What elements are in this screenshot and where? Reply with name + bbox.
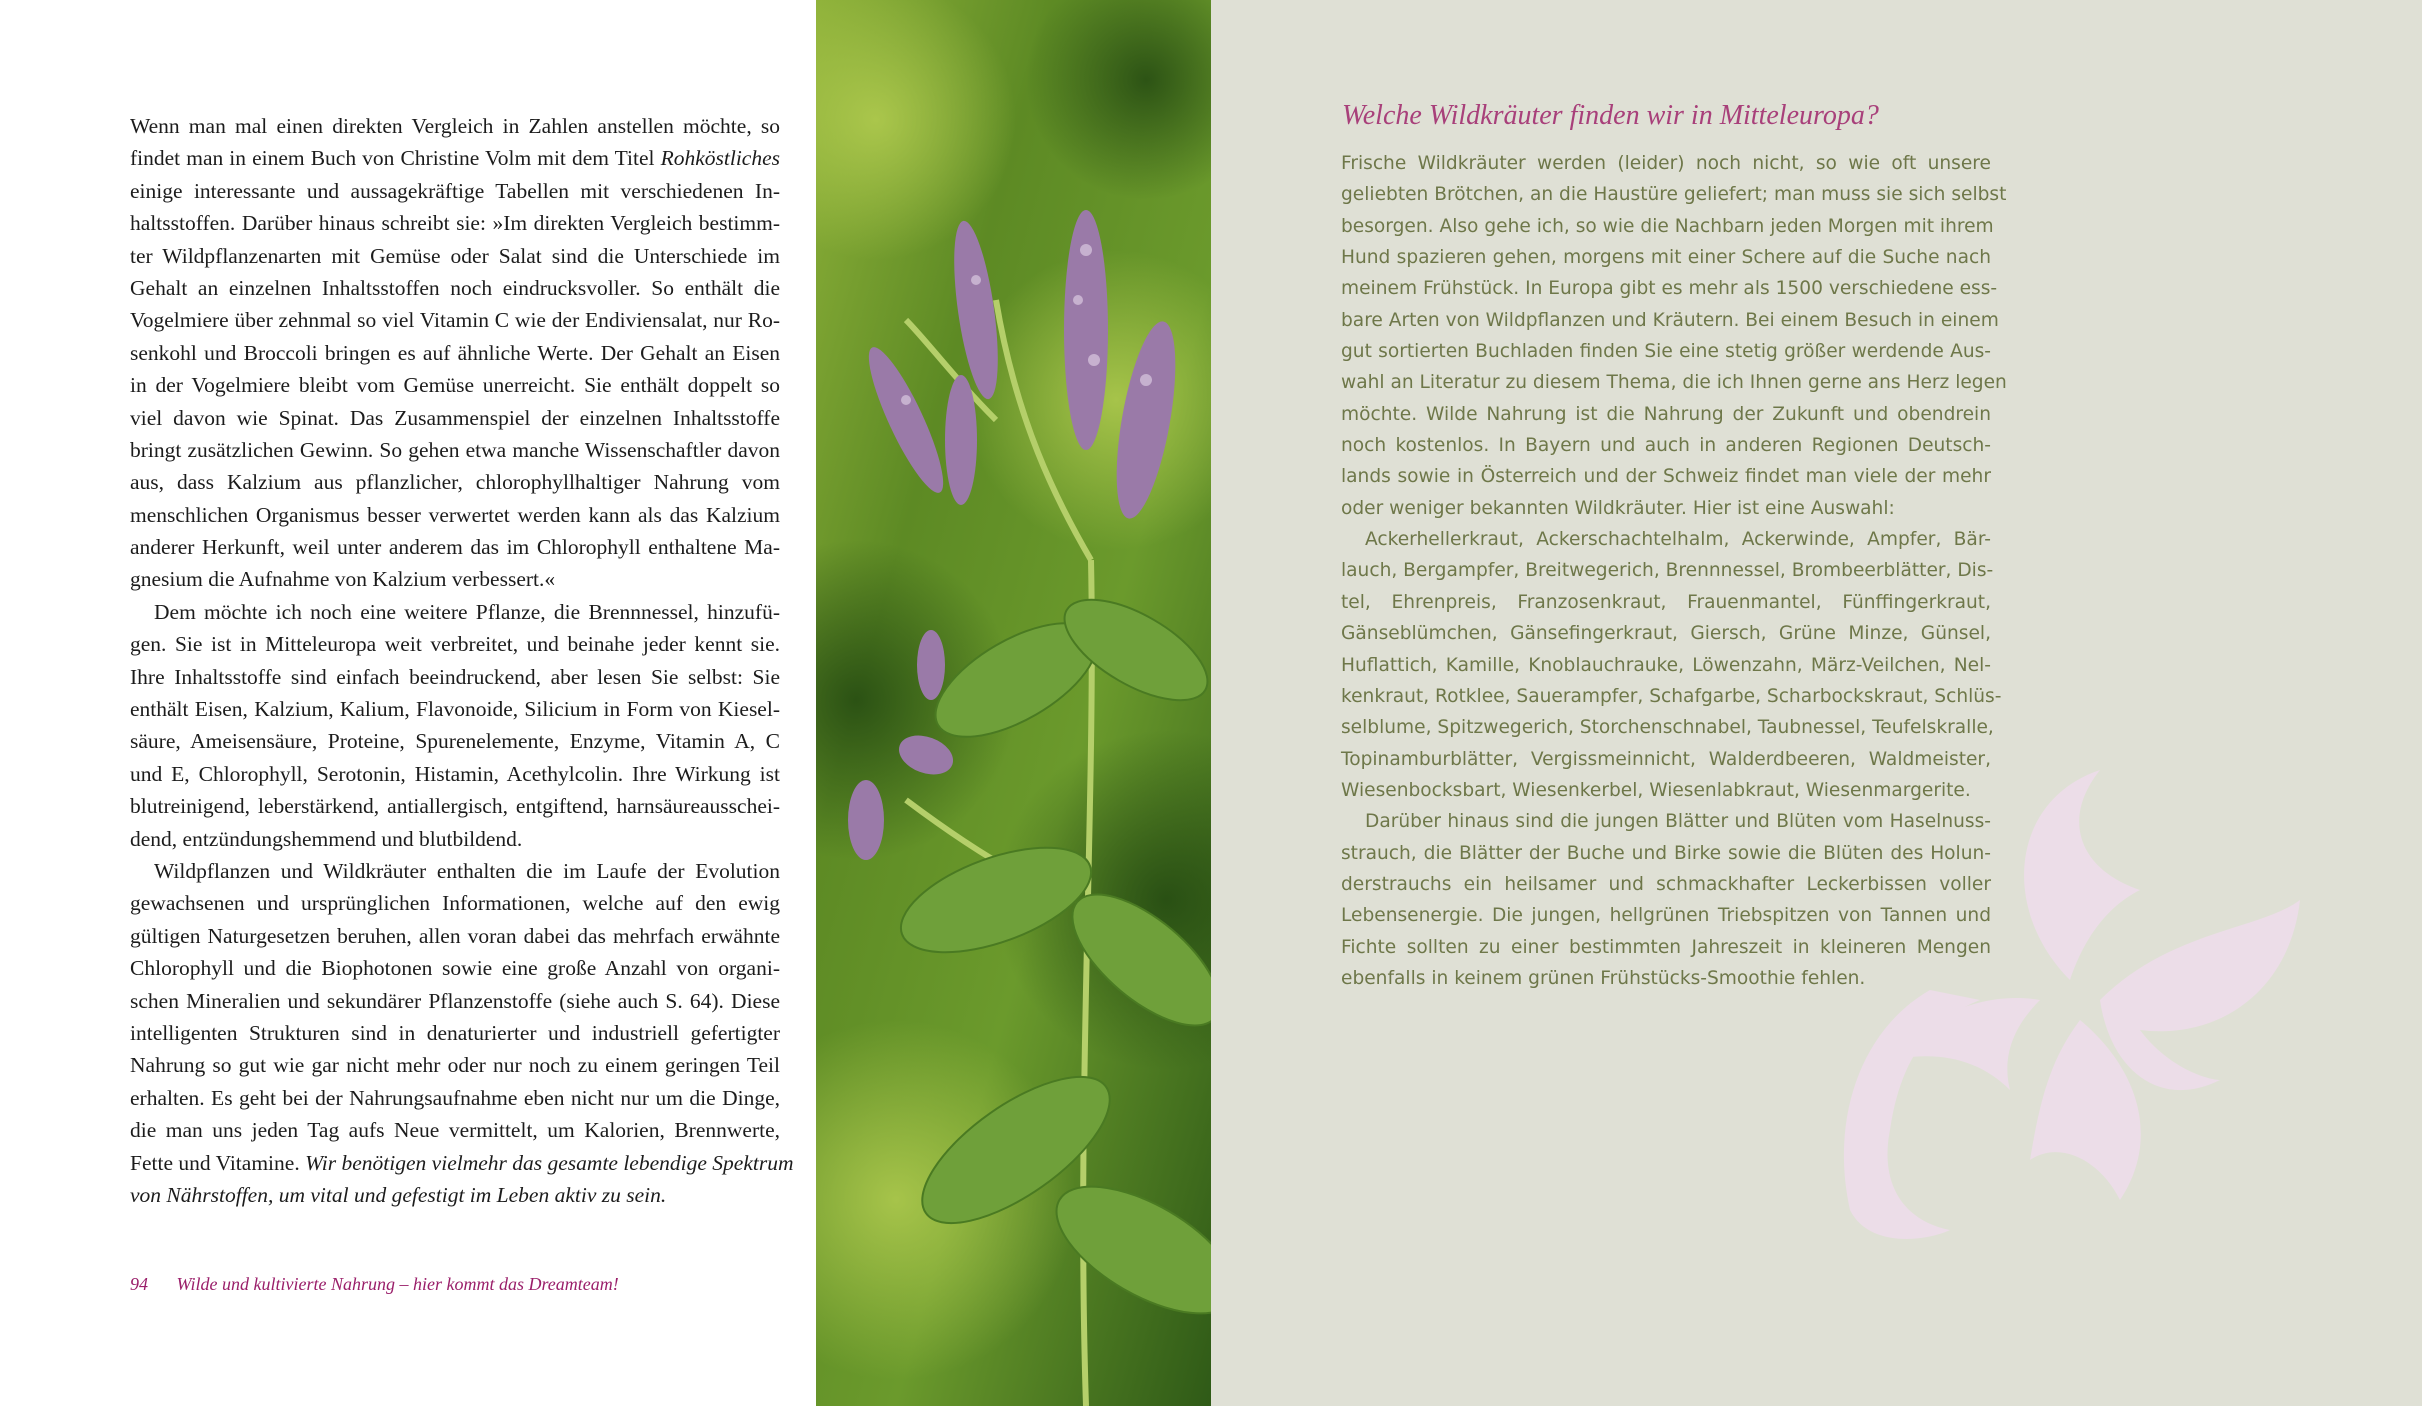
text-line: gewachsenen und ursprünglichen Informationen, welche auf den ewig [130,891,780,916]
section-heading: Welche Wildkräuter finden wir in Mitteleuropa? [1342,100,1879,131]
page-number: 94 [130,1274,148,1294]
text-line: besorgen. Also gehe ich, so wie die Nachbarn jeden Morgen mit ihrem [1341,215,1994,237]
text-line: bare Arten von Wildpflanzen und Kräutern. Bei einem Besuch in einem [1341,309,1999,331]
left-page [0,0,816,1406]
text-line: gültigen Naturgesetzen beruhen, allen voran dabei das mehrfach erwähnte [130,923,780,948]
text-line: Gehalt an einzelnen Inhaltsstoffen noch eindrucksvoller. So enthält die [130,275,780,300]
text-line: Chlorophyll und die Biophotonen sowie eine große Anzahl von organi- [130,956,780,981]
text-line [130,1179,780,1211]
text-line: haltsstoffen. Darüber hinaus schreibt sie: »Im direkten Vergleich bestimm- [130,211,780,236]
text-line: gnesium die Aufnahme von Kalzium verbessert.« [130,567,556,592]
paragraph [130,110,780,596]
running-title: Wilde und kultivierte Nahrung – hier kommt das Dreamteam! [176,1274,619,1294]
text-line: lauch, Bergampfer, Breitwegerich, Brennnessel, Brombeerblätter, Dis- [1341,560,1994,582]
text-line: erhalten. Es geht bei der Nahrungsaufnahme eben nicht nur um die Dinge, [130,1085,780,1110]
text-line: kenkraut, Rotklee, Sauerampfer, Schafgarbe, Scharbockskraut, Schlüs- [1341,685,2002,707]
left-body-text [130,110,794,1211]
page-footer [130,1274,619,1295]
text-line: Darüber hinaus sind die jungen Blätter und Blüten vom Haselnuss- [1365,811,1991,833]
text-line: viel davon wie Spinat. Das Zusammenspiel der einzelnen Inhaltsstoffe [130,405,780,430]
text-line: möchte. Wilde Nahrung ist die Nahrung der Zukunft und obendrein [1341,403,1991,425]
paragraph [1341,524,2002,806]
text-line: einige interessante und aussagekräftige Tabellen mit verschiedenen In- [130,178,780,203]
text-line: gut sortierten Buchladen finden Sie eine stetig größer werdende Aus- [1341,341,1991,363]
text-line: Wildpflanzen und Wildkräuter enthalten die im Laufe der Evolution [154,858,780,883]
paragraph [1341,148,2007,524]
text-line: Dem möchte ich noch eine weitere Pflanze, die Brennnessel, hinzufü- [154,599,780,624]
text-line: Ackerhellerkraut, Ackerschachtelhalm, Ackerwinde, Ampfer, Bär- [1365,529,1991,551]
text-line: anderer Herkunft, weil unter anderem das im Chlorophyll enthaltene Ma- [130,535,780,560]
text-line: Vogelmiere über zehnmal so viel Vitamin C wie der Endiviensalat, nur Ro- [130,308,780,333]
text-line: geliebten Brötchen, an die Haustüre geliefert; man muss sie sich selbst [1341,184,2007,206]
mint-flower-photo [816,0,1211,1406]
text-line [130,142,780,174]
text-segment: findet man in einem Buch von Christine Volm mit dem Titel [130,146,661,171]
text-line: senkohl und Broccoli bringen es auf ähnliche Werte. Der Gehalt an Eisen [130,340,780,365]
text-line: die man uns jeden Tag aufs Neue vermittelt, um Kalorien, Brennwerte, [130,1118,780,1143]
text-line: Frische Wildkräuter werden (leider) noch nicht, so wie oft unsere [1341,153,1991,174]
italic-text-segment: von Nährstoffen, um vital und gefestigt im Leben aktiv zu sein. [130,1182,667,1207]
text-line: ebenfalls in keinem grünen Frühstücks-Smoothie fehlen. [1341,967,1866,989]
text-line: blutreinigend, leberstärkend, antiallergisch, entgiftend, harnsäureausschei- [130,794,780,819]
text-line: dend, entzündungshemmend und blutbildend. [130,826,523,851]
text-line: noch kostenlos. In Bayern und auch in anderen Regionen Deutsch- [1341,435,1991,457]
text-line: schen Mineralien und sekundärer Pflanzenstoffe (siehe auch S. 64). Diese [130,988,780,1013]
text-line: Huflattich, Kamille, Knoblauchrauke, Löwenzahn, März-Veilchen, Nel- [1341,654,1991,676]
text-line: Topinamburblätter, Vergissmeinnicht, Walderdbeeren, Waldmeister, [1341,748,1991,770]
text-line: Nahrung so gut wie gar nicht mehr oder nur noch zu einem geringen Teil [130,1053,780,1078]
plant-image [816,0,1211,1406]
text-line: Wiesenbocksbart, Wiesenkerbel, Wiesenlabkraut, Wiesenmargerite. [1341,779,1971,801]
italic-text-segment: Rohköstliches [660,146,780,171]
text-line [130,1147,794,1179]
text-line: intelligenten Strukturen sind in denaturierter und industriell gefertigter [130,1020,780,1045]
text-line: und E, Chlorophyll, Serotonin, Histamin, Acethylcolin. Ihre Wirkung ist [130,761,780,786]
text-line: Ihre Inhaltsstoffe sind einfach beeindruckend, aber lesen Sie selbst: Sie [130,664,780,689]
text-segment: Fette und Vitamine. [130,1150,306,1175]
text-line: tel, Ehrenpreis, Franzosenkraut, Frauenmantel, Fünffingerkraut, [1341,591,1991,613]
text-line: meinem Frühstück. In Europa gibt es mehr als 1500 verschiedene ess- [1341,278,1998,300]
text-line: Hund spazieren gehen, morgens mit einer Schere auf die Suche nach [1341,247,1991,269]
text-line: lands sowie in Österreich und der Schweiz findet man viele der mehr [1341,466,1991,488]
text-line: in der Vogelmiere bleibt vom Gemüse unerreicht. Sie enthält doppelt so [130,373,780,398]
paragraph [130,855,794,1211]
text-line: gen. Sie ist in Mitteleuropa weit verbreitet, und beinahe jeder kennt sie. [130,632,780,657]
text-line: selblume, Spitzwegerich, Storchenschnabel, Taubnessel, Teufelskralle, [1341,717,1994,739]
text-line: wahl an Literatur zu diesem Thema, die ich Ihnen gerne ans Herz legen [1341,372,2007,394]
text-line: bringt zusätzlichen Gewinn. So gehen etwa manche Wissenschaftler davon [130,437,780,462]
text-line: Fichte sollten zu einer bestimmten Jahreszeit in kleineren Mengen [1341,936,1991,958]
text-line: Gänseblümchen, Gänsefingerkraut, Giersch, Grüne Minze, Günsel, [1341,623,1991,645]
right-body-text [1341,148,2007,994]
text-line: menschlichen Organismus besser verwertet werden kann als das Kalzium [130,502,780,527]
text-line: säure, Ameisensäure, Proteine, Spurenelemente, Enzyme, Vitamin A, C [130,729,780,754]
text-line: Wenn man mal einen direkten Vergleich in Zahlen anstellen möchte, so [130,114,780,138]
text-line: derstrauchs ein heilsamer und schmackhafter Leckerbissen voller [1341,873,1991,895]
text-line: enthält Eisen, Kalzium, Kalium, Flavonoide, Silicium in Form von Kiesel- [130,697,780,722]
text-line: Lebensenergie. Die jungen, hellgrünen Triebspitzen von Tannen und [1341,905,1991,927]
paragraph [130,596,780,855]
text-line: aus, dass Kalzium aus pflanzlicher, chlorophyllhaltiger Nahrung vom [130,470,780,495]
paragraph [1341,806,1991,994]
text-line: strauch, die Blätter der Buche und Birke sowie die Blüten des Holun- [1341,842,1991,864]
text-line: oder weniger bekannten Wildkräuter. Hier ist eine Auswahl: [1341,497,1895,519]
text-line: ter Wildpflanzenarten mit Gemüse oder Salat sind die Unterschiede im [130,243,780,268]
italic-text-segment: Wir benötigen vielmehr das gesamte lebendige Spektrum [305,1150,794,1175]
